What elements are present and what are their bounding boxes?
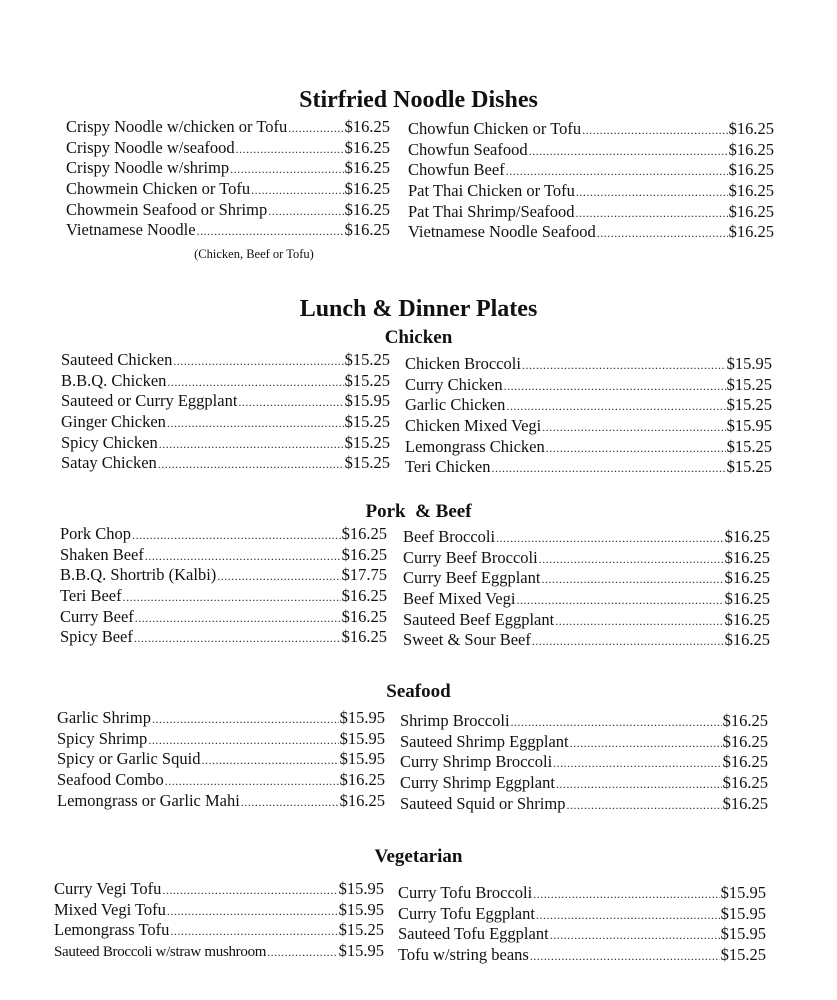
item-price: $15.25 (344, 350, 390, 369)
chicken-subsection-title: Chicken (384, 327, 453, 348)
dot-leader (496, 528, 724, 549)
menu-item (398, 945, 766, 966)
menu-item (54, 900, 384, 921)
dot-leader (530, 946, 720, 967)
pork-beef-menu-right-column (403, 527, 770, 651)
item-name: Shrimp Broccoli (400, 711, 510, 730)
item-name: Curry Vegi Tofu (54, 879, 162, 898)
menu-item (66, 220, 390, 241)
menu-item (398, 883, 766, 904)
item-name: Sweet & Sour Beef (403, 630, 531, 650)
menu-item (61, 350, 390, 371)
seafood-menu-left-column (57, 708, 385, 811)
item-name: Crispy Noodle w/chicken or Tofu (66, 117, 288, 136)
item-price: $16.25 (344, 179, 390, 199)
menu-item (57, 770, 385, 791)
menu-item (405, 437, 772, 458)
item-price: $15.95 (339, 708, 385, 727)
item-name: Curry Beef Eggplant (403, 568, 541, 588)
dot-leader (173, 351, 343, 372)
menu-item (403, 568, 770, 589)
menu-item (57, 749, 385, 770)
item-name: Chicken Broccoli (405, 354, 521, 373)
item-name: Tofu w/string beans (398, 945, 529, 965)
dot-leader (165, 771, 339, 792)
item-name: Vietnamese Noodle (66, 220, 196, 240)
dot-leader (522, 355, 726, 376)
dot-leader (555, 611, 723, 632)
dot-leader (566, 795, 721, 816)
item-price: $15.25 (338, 920, 384, 940)
dot-leader (511, 712, 722, 733)
menu-item (400, 773, 768, 794)
menu-item (57, 791, 385, 812)
item-name: Curry Chicken (405, 374, 503, 394)
item-price: $15.95 (338, 941, 384, 961)
noodle-menu-right-column (408, 119, 774, 243)
item-price: $16.25 (724, 589, 770, 609)
item-price: $15.25 (726, 395, 772, 415)
dot-leader (241, 792, 339, 813)
item-name: Seafood Combo (57, 770, 164, 790)
item-price: $16.25 (728, 160, 774, 180)
dot-leader (148, 730, 338, 751)
dot-leader (162, 880, 337, 901)
item-price: $16.25 (339, 770, 385, 790)
menu-item (405, 395, 772, 416)
dot-leader (268, 201, 343, 222)
dot-leader (167, 901, 338, 922)
dot-leader (197, 221, 344, 242)
dot-leader (217, 566, 340, 587)
menu-item (403, 548, 770, 569)
item-price: $15.25 (720, 945, 766, 965)
item-price: $15.95 (344, 391, 390, 411)
menu-item (405, 375, 772, 396)
dot-leader (576, 182, 728, 203)
menu-item (60, 524, 387, 545)
menu-item (405, 354, 772, 375)
menu-item (408, 119, 774, 140)
menu-item (54, 879, 384, 900)
item-name: Spicy or Garlic Squid (57, 749, 201, 769)
dot-leader (135, 608, 341, 629)
item-name: Ginger Chicken (61, 412, 166, 432)
item-price: $15.25 (726, 374, 772, 394)
item-price: $15.95 (720, 883, 766, 902)
dot-leader (582, 120, 727, 141)
item-name: B.B.Q. Chicken (61, 370, 167, 390)
dot-leader (491, 458, 725, 479)
pork-beef-subsection-title: Pork & Beef (365, 501, 472, 522)
dot-leader (158, 454, 344, 475)
dot-leader (230, 159, 343, 180)
menu-item (400, 732, 768, 753)
item-price: $16.25 (724, 630, 770, 650)
item-name: Chowfun Chicken or Tofu (408, 119, 582, 138)
item-price: $16.25 (722, 793, 768, 813)
item-name: Curry Beef (60, 606, 134, 626)
item-name: Sauteed Chicken (61, 350, 173, 369)
item-price: $16.25 (728, 222, 774, 242)
menu-item (408, 160, 774, 181)
seafood-menu-right-column (400, 711, 768, 814)
item-price: $15.25 (344, 412, 390, 432)
item-price: $15.95 (720, 903, 766, 923)
item-name: B.B.Q. Shortrib (Kalbi) (60, 565, 217, 585)
item-price: $15.95 (726, 416, 772, 436)
menu-item (66, 158, 390, 179)
item-name: Vietnamese Noodle Seafood (408, 222, 596, 242)
item-name: Lemongrass Chicken (405, 436, 545, 456)
item-name: Satay Chicken (61, 453, 157, 473)
item-price: $15.25 (726, 457, 772, 477)
vegetarian-subsection-title: Vegetarian (374, 846, 463, 867)
item-name: Crispy Noodle w/shrimp (66, 158, 230, 178)
item-name: Sauteed Broccoli w/straw mushroom (54, 944, 267, 961)
menu-item (60, 586, 387, 607)
item-name: Chowmein Chicken or Tofu (66, 179, 251, 199)
item-name: Curry Shrimp Eggplant (400, 773, 555, 793)
chicken-menu-left-column (61, 350, 390, 474)
item-price: $16.25 (728, 181, 774, 201)
item-price: $16.25 (344, 137, 390, 157)
dot-leader (134, 628, 341, 649)
item-price: $16.25 (722, 773, 768, 793)
menu-item (408, 202, 774, 223)
item-price: $16.25 (724, 609, 770, 629)
item-price: $15.25 (344, 453, 390, 473)
item-name: Beef Mixed Vegi (403, 589, 516, 609)
item-price: $15.95 (720, 924, 766, 944)
menu-item (54, 920, 384, 941)
item-name: Curry Tofu Broccoli (398, 883, 533, 902)
item-price: $15.95 (338, 899, 384, 919)
menu-item (405, 457, 772, 478)
dot-leader (123, 587, 341, 608)
seafood-subsection-title: Seafood (386, 681, 451, 702)
menu-item (400, 794, 768, 815)
menu-item (61, 453, 390, 474)
plates-section-title: Lunch & Dinner Plates (299, 296, 538, 322)
item-price: $15.25 (344, 370, 390, 390)
dot-leader (201, 750, 338, 771)
dot-leader (506, 396, 725, 417)
menu-item (61, 391, 390, 412)
item-name: Sauteed Tofu Eggplant (398, 924, 549, 944)
item-name: Sauteed Shrimp Eggplant (400, 731, 569, 751)
menu-item (57, 708, 385, 729)
item-name: Pat Thai Chicken or Tofu (408, 181, 575, 201)
noodle-section-title: Stirfried Noodle Dishes (299, 87, 538, 113)
item-name: Crispy Noodle w/seafood (66, 137, 235, 157)
item-name: Garlic Shrimp (57, 708, 151, 727)
menu-item (398, 924, 766, 945)
dot-leader (597, 223, 728, 244)
item-price: $16.25 (344, 220, 390, 240)
dot-leader (167, 372, 343, 393)
item-name: Sauteed Squid or Shrimp (400, 793, 566, 813)
item-price: $16.25 (724, 527, 770, 546)
menu-item (61, 412, 390, 433)
item-name: Chowmein Seafood or Shrimp (66, 199, 268, 219)
dot-leader (159, 434, 344, 455)
item-name: Chowfun Seafood (408, 139, 528, 159)
item-price: $16.25 (722, 752, 768, 772)
dot-leader (267, 942, 337, 963)
menu-item (408, 181, 774, 202)
dot-leader (570, 733, 722, 754)
chicken-menu-right-column (405, 354, 772, 478)
item-name: Sauteed Beef Eggplant (403, 609, 555, 629)
item-name: Curry Beef Broccoli (403, 547, 538, 567)
item-price: $16.25 (728, 139, 774, 159)
item-name: Lemongrass Tofu (54, 920, 170, 940)
item-price: $15.95 (339, 728, 385, 748)
dot-leader (170, 921, 337, 942)
dot-leader (516, 590, 723, 611)
dot-leader (553, 753, 721, 774)
menu-item (57, 729, 385, 750)
menu-item (60, 607, 387, 628)
item-price: $15.95 (339, 749, 385, 769)
menu-item (60, 565, 387, 586)
menu-item (61, 371, 390, 392)
item-name: Curry Shrimp Broccoli (400, 752, 553, 772)
dot-leader (542, 417, 725, 438)
menu-item (66, 200, 390, 221)
item-name: Mixed Vegi Tofu (54, 899, 166, 919)
item-name: Spicy Shrimp (57, 728, 148, 748)
dot-leader (536, 905, 720, 926)
dot-leader (251, 180, 343, 201)
vietnamese-noodle-note: (Chicken, Beef or Tofu) (194, 247, 314, 261)
dot-leader (546, 438, 726, 459)
item-name: Lemongrass or Garlic Mahi (57, 790, 240, 810)
item-name: Teri Chicken (405, 457, 491, 477)
menu-item (66, 179, 390, 200)
menu-item (66, 117, 390, 138)
menu-item (403, 610, 770, 631)
dot-leader (539, 549, 724, 570)
menu-item (400, 752, 768, 773)
item-price: $15.95 (338, 879, 384, 898)
noodle-menu-left-column (66, 117, 390, 241)
item-name: Garlic Chicken (405, 395, 506, 415)
dot-leader (238, 392, 343, 413)
dot-leader (532, 631, 724, 652)
pork-beef-menu-left-column (60, 524, 387, 648)
item-price: $16.25 (341, 544, 387, 564)
item-price: $15.95 (726, 354, 772, 373)
menu-item (408, 222, 774, 243)
item-name: Beef Broccoli (403, 527, 496, 546)
menu-item (400, 711, 768, 732)
item-price: $16.25 (341, 586, 387, 606)
dot-leader (576, 203, 728, 224)
item-name: Sauteed or Curry Eggplant (61, 391, 238, 411)
item-price: $16.25 (722, 731, 768, 751)
dot-leader (504, 376, 726, 397)
vegetarian-menu-left-column (54, 879, 384, 962)
dot-leader (288, 118, 343, 139)
item-price: $16.25 (728, 119, 774, 138)
menu-item (408, 140, 774, 161)
dot-leader (541, 569, 723, 590)
dot-leader (556, 774, 722, 795)
menu-item (60, 545, 387, 566)
item-name: Chowfun Beef (408, 160, 505, 180)
menu-item (66, 138, 390, 159)
item-price: $16.25 (341, 606, 387, 626)
item-price: $16.25 (724, 568, 770, 588)
item-name: Curry Tofu Eggplant (398, 903, 535, 923)
menu-item (61, 433, 390, 454)
item-price: $16.25 (724, 547, 770, 567)
item-price: $17.75 (341, 565, 387, 585)
item-name: Spicy Beef (60, 627, 133, 647)
item-price: $16.25 (728, 201, 774, 221)
item-price: $16.25 (344, 199, 390, 219)
item-name: Pork Chop (60, 524, 132, 543)
menu-item (403, 527, 770, 548)
item-price: $16.25 (341, 524, 387, 543)
item-name: Teri Beef (60, 586, 122, 606)
item-name: Chicken Mixed Vegi (405, 416, 542, 436)
menu-item (60, 627, 387, 648)
item-price: $16.25 (722, 711, 768, 730)
dot-leader (506, 161, 728, 182)
item-price: $16.25 (339, 790, 385, 810)
dot-leader (533, 884, 719, 905)
item-price: $15.25 (726, 436, 772, 456)
dot-leader (550, 925, 720, 946)
dot-leader (167, 413, 344, 434)
item-price: $16.25 (344, 117, 390, 136)
item-price: $16.25 (341, 627, 387, 647)
dot-leader (145, 546, 341, 567)
item-price: $16.25 (344, 158, 390, 178)
item-name: Spicy Chicken (61, 432, 158, 452)
menu-item (398, 904, 766, 925)
menu-item (403, 630, 770, 651)
item-name: Shaken Beef (60, 544, 144, 564)
dot-leader (132, 525, 341, 546)
menu-item (54, 941, 384, 962)
dot-leader (529, 141, 728, 162)
item-name: Pat Thai Shrimp/Seafood (408, 201, 575, 221)
item-price: $15.25 (344, 432, 390, 452)
menu-item (403, 589, 770, 610)
vegetarian-menu-right-column (398, 883, 766, 966)
menu-item (405, 416, 772, 437)
dot-leader (152, 709, 339, 730)
dot-leader (236, 139, 344, 160)
